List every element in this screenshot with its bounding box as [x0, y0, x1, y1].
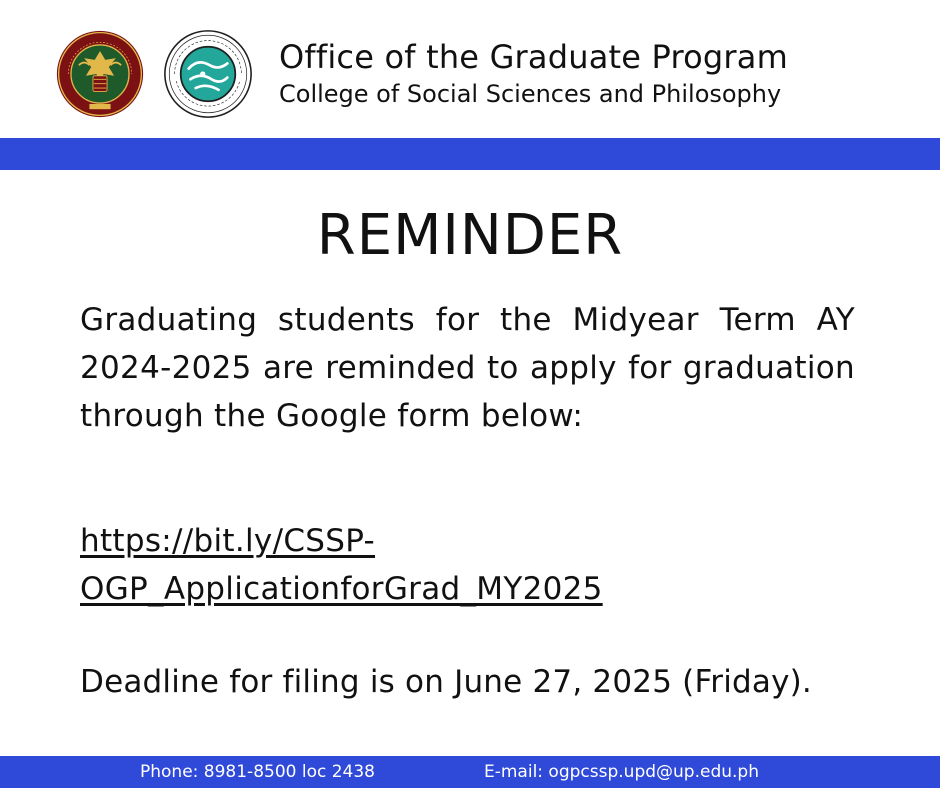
reminder-heading: REMINDER	[316, 203, 624, 268]
org-subtitle: College of Social Sciences and Philosophy	[279, 80, 782, 108]
form-link-line-1[interactable]: https://bit.ly/CSSP-	[80, 523, 376, 559]
university-seal-logo	[56, 30, 144, 118]
form-link[interactable]	[80, 517, 880, 613]
deadline-text: Deadline for filing is on June 27, 2025 (Friday).	[80, 664, 812, 700]
footer-band	[0, 756, 940, 788]
footer-phone: Phone: 8981-8500 loc 2438	[140, 762, 375, 782]
footer-email: E-mail: ogpcssp.upd@up.edu.ph	[484, 762, 759, 782]
org-title: Office of the Graduate Program	[279, 38, 788, 76]
college-seal-logo	[164, 30, 252, 118]
form-link-line-2[interactable]: OGP_ApplicationforGrad_MY2025	[80, 571, 603, 607]
reminder-message: Graduating students for the Midyear Term AY 2024-2025 are reminded to apply for graduation through the Google form below:	[80, 302, 855, 434]
header	[0, 0, 940, 138]
header-band	[0, 138, 940, 170]
